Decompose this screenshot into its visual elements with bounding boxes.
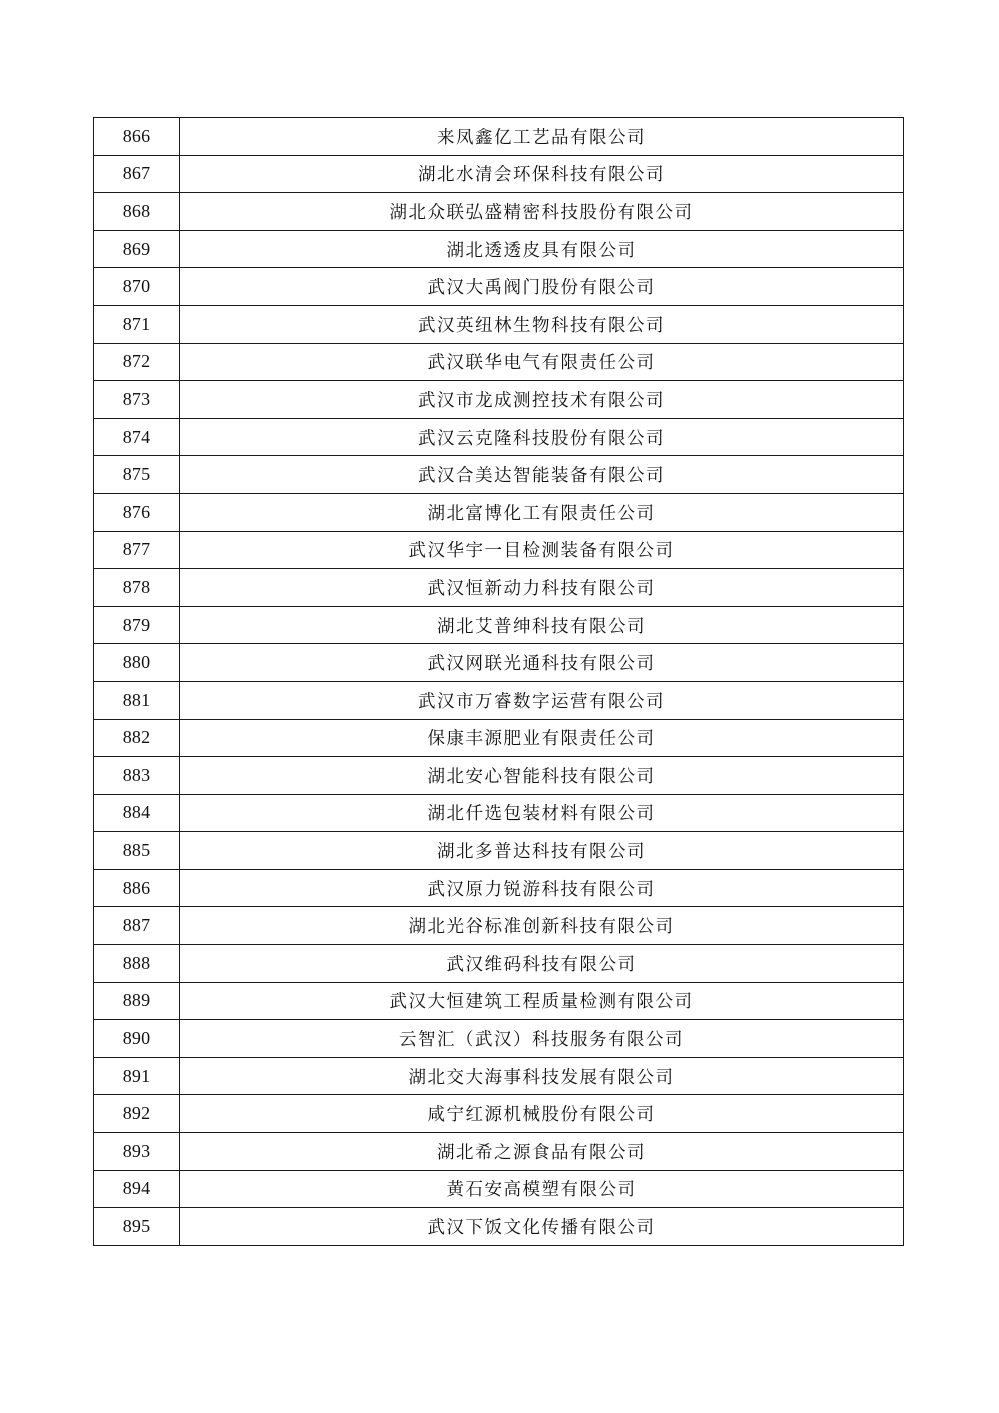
company-name: 湖北多普达科技有限公司 xyxy=(180,832,904,870)
company-name: 武汉云克隆科技股份有限公司 xyxy=(180,418,904,456)
table-row xyxy=(94,644,904,682)
row-number: 884 xyxy=(94,794,180,832)
company-name: 来凤鑫亿工艺品有限公司 xyxy=(180,118,904,156)
company-name: 武汉英纽林生物科技有限公司 xyxy=(180,305,904,343)
row-number: 870 xyxy=(94,268,180,306)
company-list-table xyxy=(93,117,904,1246)
row-number: 868 xyxy=(94,193,180,231)
row-number: 891 xyxy=(94,1057,180,1095)
company-name: 湖北水清会环保科技有限公司 xyxy=(180,155,904,193)
table-row xyxy=(94,1208,904,1246)
row-number: 889 xyxy=(94,982,180,1020)
table-row xyxy=(94,945,904,983)
company-name: 武汉联华电气有限责任公司 xyxy=(180,343,904,381)
company-name: 湖北透透皮具有限公司 xyxy=(180,230,904,268)
row-number: 871 xyxy=(94,305,180,343)
row-number: 885 xyxy=(94,832,180,870)
row-number: 888 xyxy=(94,945,180,983)
company-name: 湖北安心智能科技有限公司 xyxy=(180,757,904,795)
company-name: 武汉大禹阀门股份有限公司 xyxy=(180,268,904,306)
table-row xyxy=(94,531,904,569)
row-number: 894 xyxy=(94,1170,180,1208)
row-number: 874 xyxy=(94,418,180,456)
row-number: 887 xyxy=(94,907,180,945)
row-number: 867 xyxy=(94,155,180,193)
row-number: 879 xyxy=(94,606,180,644)
company-name: 湖北艾普绅科技有限公司 xyxy=(180,606,904,644)
table-row xyxy=(94,155,904,193)
company-name: 武汉合美达智能装备有限公司 xyxy=(180,456,904,494)
company-name: 湖北希之源食品有限公司 xyxy=(180,1133,904,1171)
table-row xyxy=(94,1133,904,1171)
row-number: 882 xyxy=(94,719,180,757)
company-name: 湖北众联弘盛精密科技股份有限公司 xyxy=(180,193,904,231)
table-row xyxy=(94,794,904,832)
row-number: 880 xyxy=(94,644,180,682)
company-name: 保康丰源肥业有限责任公司 xyxy=(180,719,904,757)
row-number: 873 xyxy=(94,381,180,419)
company-name: 湖北交大海事科技发展有限公司 xyxy=(180,1057,904,1095)
table-row xyxy=(94,1095,904,1133)
table-row xyxy=(94,982,904,1020)
row-number: 872 xyxy=(94,343,180,381)
table-row xyxy=(94,305,904,343)
company-name: 武汉网联光通科技有限公司 xyxy=(180,644,904,682)
company-name: 武汉下饭文化传播有限公司 xyxy=(180,1208,904,1246)
row-number: 895 xyxy=(94,1208,180,1246)
company-name: 黄石安高模塑有限公司 xyxy=(180,1170,904,1208)
company-name: 云智汇（武汉）科技服务有限公司 xyxy=(180,1020,904,1058)
table-row xyxy=(94,832,904,870)
row-number: 893 xyxy=(94,1133,180,1171)
company-name: 湖北仟选包装材料有限公司 xyxy=(180,794,904,832)
table-row xyxy=(94,493,904,531)
table-row xyxy=(94,268,904,306)
table-row xyxy=(94,456,904,494)
table-row xyxy=(94,418,904,456)
table-row xyxy=(94,719,904,757)
company-list-body xyxy=(94,118,904,1246)
company-name: 武汉原力锐游科技有限公司 xyxy=(180,869,904,907)
row-number: 875 xyxy=(94,456,180,494)
row-number: 881 xyxy=(94,681,180,719)
row-number: 892 xyxy=(94,1095,180,1133)
row-number: 890 xyxy=(94,1020,180,1058)
company-name: 咸宁红源机械股份有限公司 xyxy=(180,1095,904,1133)
company-name: 湖北光谷标准创新科技有限公司 xyxy=(180,907,904,945)
row-number: 886 xyxy=(94,869,180,907)
table-row xyxy=(94,118,904,156)
row-number: 866 xyxy=(94,118,180,156)
table-row xyxy=(94,569,904,607)
table-row xyxy=(94,343,904,381)
table-row xyxy=(94,193,904,231)
table-row xyxy=(94,1170,904,1208)
table-row xyxy=(94,757,904,795)
company-name: 湖北富博化工有限责任公司 xyxy=(180,493,904,531)
table-row xyxy=(94,1057,904,1095)
company-name: 武汉华宇一目检测装备有限公司 xyxy=(180,531,904,569)
company-name: 武汉市万睿数字运营有限公司 xyxy=(180,681,904,719)
company-name: 武汉维码科技有限公司 xyxy=(180,945,904,983)
company-name: 武汉市龙成测控技术有限公司 xyxy=(180,381,904,419)
row-number: 878 xyxy=(94,569,180,607)
table-row xyxy=(94,869,904,907)
table-row xyxy=(94,681,904,719)
table-row xyxy=(94,381,904,419)
row-number: 876 xyxy=(94,493,180,531)
company-name: 武汉大恒建筑工程质量检测有限公司 xyxy=(180,982,904,1020)
row-number: 869 xyxy=(94,230,180,268)
table-row xyxy=(94,230,904,268)
table-row xyxy=(94,1020,904,1058)
row-number: 883 xyxy=(94,757,180,795)
table-row xyxy=(94,907,904,945)
row-number: 877 xyxy=(94,531,180,569)
company-name: 武汉恒新动力科技有限公司 xyxy=(180,569,904,607)
table-row xyxy=(94,606,904,644)
